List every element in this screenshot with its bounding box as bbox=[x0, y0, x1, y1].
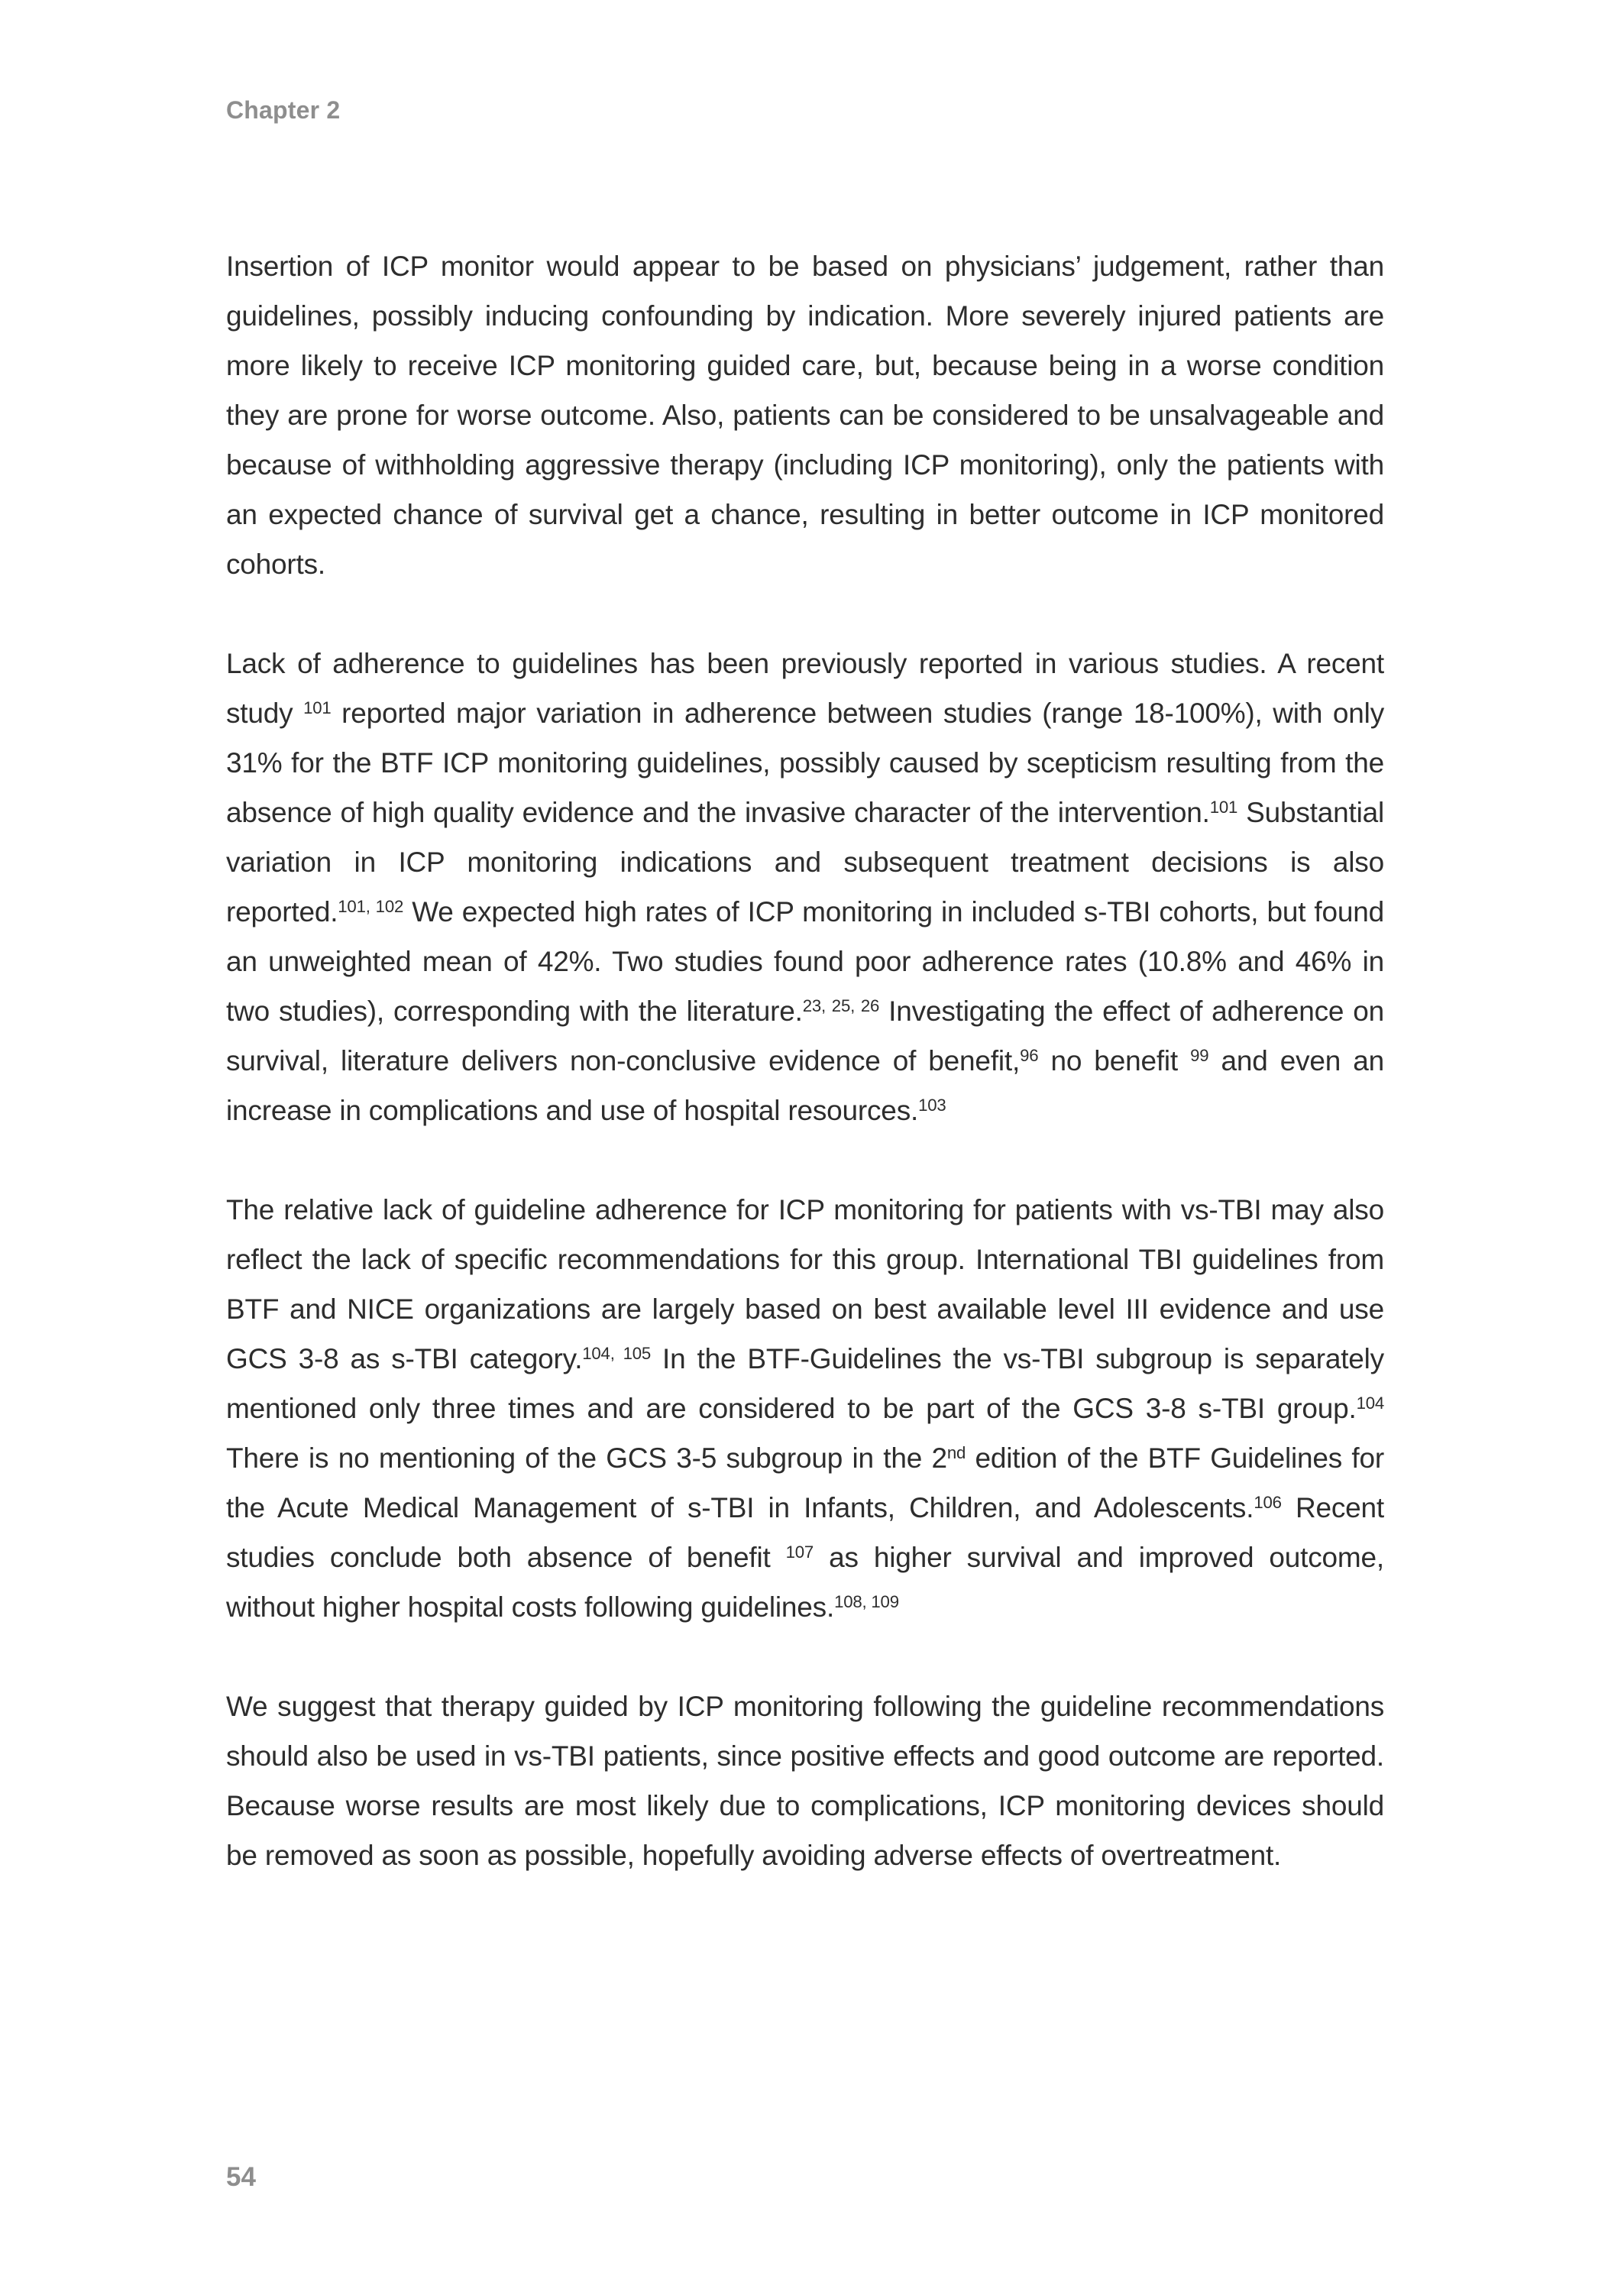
citation-superscript: 108, 109 bbox=[834, 1591, 899, 1611]
citation-superscript: 101 bbox=[1209, 797, 1238, 817]
citation-superscript: 104, 105 bbox=[582, 1343, 651, 1363]
citation-superscript: nd bbox=[946, 1442, 966, 1462]
citation-superscript: 106 bbox=[1254, 1492, 1282, 1512]
body-paragraph: Insertion of ICP monitor would appear to be based on physicians’ judgement, rather than guidelines, possibly inducing confounding by indication. More severely injured patients are more likely to receive ICP monitoring guided care, but, because being in a worse condition they are prone for worse outcome. Also, patients can be considered to be unsalvageable and because of withholding aggressive therapy (including ICP monitoring), only the patients with an expected chance of survival get a chance, resulting in better outcome in ICP monitored cohorts. bbox=[226, 251, 1384, 580]
body-paragraph: Lack of adherence to guidelines has been previously reported in various studies. A recent study $^{101}$ reported major variation in adherence between studies (range 18-100%), with only 31% for the BTF ICP monitoring guidelines, possibly caused by scepticism resulting from the absence of high quality evidence and the invasive character of the intervention.$^{101}$ Substantial variation in ICP monitoring indications and subsequent treatment decisions is also reported.$^{101, 102}$ We expected high rates of ICP monitoring in included s-TBI cohorts, but found an unweighted mean of 42%. Two studies found poor adherence rates (10.8% and 46% in two studies), corresponding with the literature.$^{23, 25, 26}$ Investigating the effect of adherence on survival, literature delivers non-conclusive evidence of benefit,$^{96}$ no benefit $^{99}$ and even an increase in complications and use of hospital resources.$^{103}$ bbox=[226, 648, 1385, 1126]
body-paragraph: The relative lack of guideline adherence for ICP monitoring for patients with vs-TBI may also reflect the lack of specific recommendations for this group. International TBI guidelines from BTF and NICE organizations are largely based on best available level III evidence and use GCS 3-8 as s-TBI category.$^{104, 105}$ In the BTF-Guidelines the vs-TBI subgroup is separately mentioned only three times and are considered to be part of the GCS 3-8 s-TBI group.$^{104}$ There is no mentioning of the GCS 3-5 subgroup in the 2nd edition of the BTF Guidelines for the Acute Medical Management of s-TBI in Infants, Children, and Adolescents.$^{106}$ Recent studies conclude both absence of benefit $^{107}$ as higher survival and improved outcome, without higher hospital costs following guidelines.$^{108, 109}$ bbox=[226, 1194, 1384, 1623]
citation-superscript: 23, 25, 26 bbox=[802, 995, 880, 1015]
chapter-header: Chapter 2 bbox=[226, 96, 341, 124]
citation-superscript: 101 bbox=[303, 698, 332, 717]
citation-superscript: 101, 102 bbox=[338, 896, 404, 916]
citation-superscript: 104 bbox=[1356, 1393, 1384, 1413]
page-number: 54 bbox=[226, 2162, 256, 2192]
citation-superscript: 107 bbox=[785, 1542, 814, 1562]
citation-superscript: 99 bbox=[1190, 1045, 1209, 1065]
paragraph-container bbox=[226, 241, 1384, 1880]
citation-superscript: 103 bbox=[918, 1095, 946, 1115]
body-paragraph: We suggest that therapy guided by ICP monitoring following the guideline recommendations should also be used in vs-TBI patients, since positive effects and good outcome are reported. Because worse results are most likely due to complications, ICP monitoring devices should be removed as soon as possible, hopefully avoiding adverse effects of overtreatment. bbox=[226, 1691, 1384, 1871]
citation-superscript: 96 bbox=[1020, 1045, 1039, 1065]
